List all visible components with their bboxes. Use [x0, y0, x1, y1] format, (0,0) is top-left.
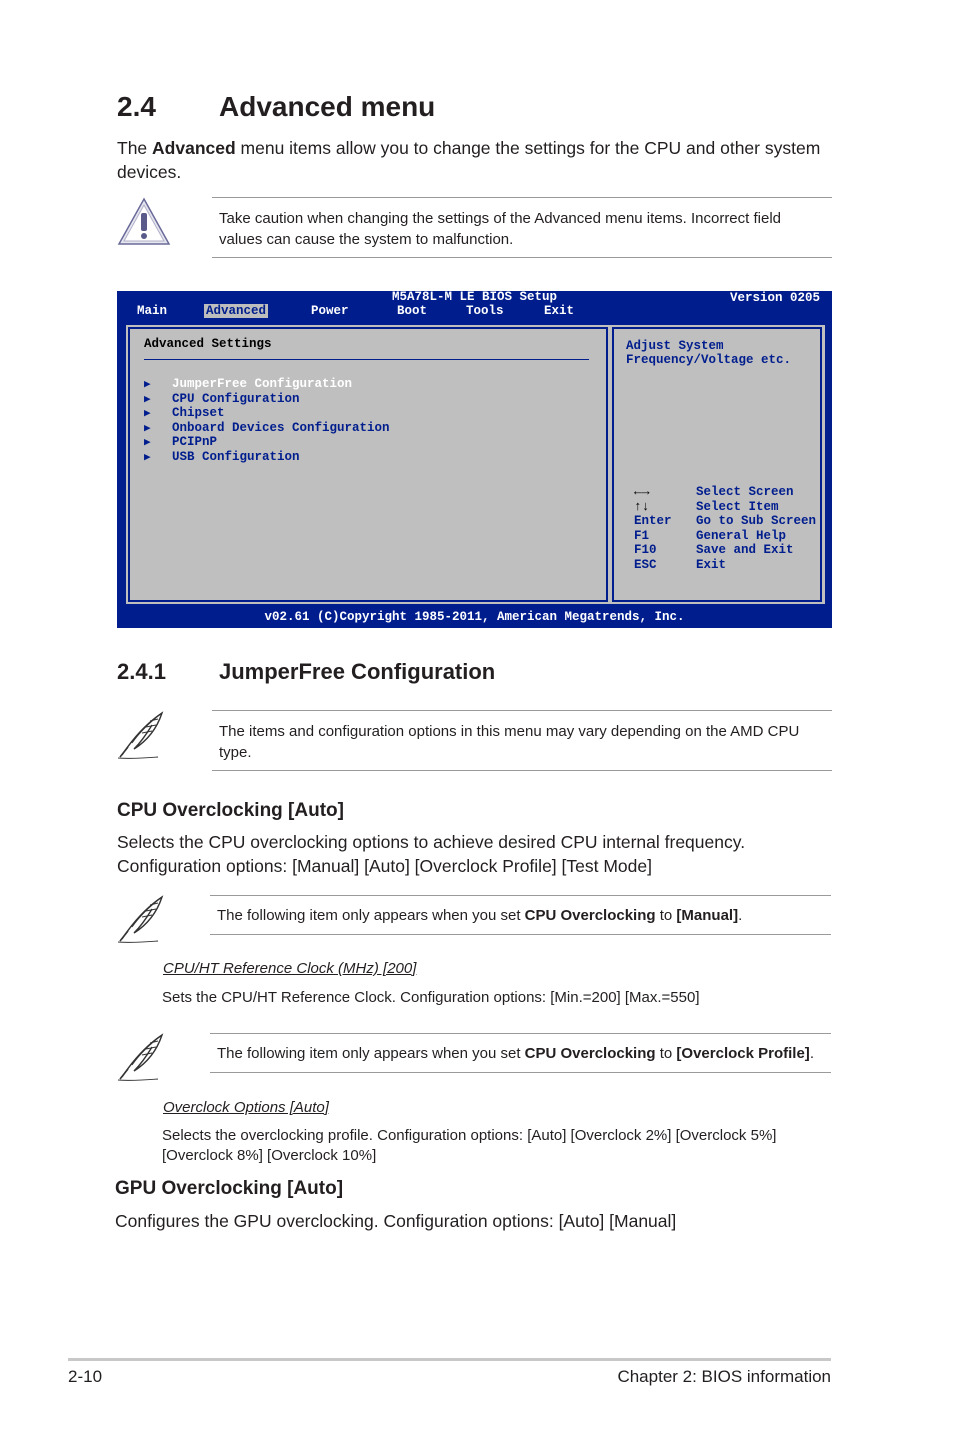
note2-bottom-rule — [210, 934, 831, 935]
section-title: Advanced menu — [219, 91, 436, 122]
bios-inner — [124, 323, 827, 606]
bios-item-label: Onboard Devices Configuration — [172, 420, 390, 435]
bios-key-row — [634, 529, 816, 544]
submenu-arrow-icon: ▶ — [144, 451, 151, 464]
bios-key-desc: Go to Sub Screen — [696, 514, 817, 529]
page-number: 2-10 — [68, 1367, 103, 1386]
bios-item-label: CPU Configuration — [172, 391, 300, 406]
ref-clock-desc: Sets the CPU/HT Reference Clock. Configuration options: [Min.=200] [Max.=550] — [162, 989, 700, 1006]
cpu-oc-options-line: Configuration options: [Manual] [Auto] [Overclock Profile] [Test Mode] — [117, 856, 652, 876]
note2-mid: to — [655, 907, 677, 924]
bios-screen — [117, 291, 832, 628]
section-number: 2.4 — [117, 91, 156, 122]
note3-bold2: [Overclock Profile] — [676, 1045, 810, 1062]
bios-menu-advanced[interactable]: Advanced — [206, 304, 267, 318]
warning-icon — [116, 196, 172, 248]
bios-key-name: Enter — [634, 514, 672, 529]
subsection-heading — [117, 659, 496, 685]
bios-key-row — [634, 543, 816, 558]
bios-key-row — [634, 485, 816, 500]
note3-bottom-rule — [210, 1072, 831, 1073]
gpu-overclocking-title: GPU Overclocking [Auto] — [115, 1178, 344, 1199]
bios-key-row — [634, 514, 816, 529]
bios-item-usb-configuration[interactable] — [144, 450, 390, 465]
note-feather-icon — [114, 1031, 168, 1083]
note1-bottom-rule — [212, 770, 832, 771]
bios-item-cpu-configuration[interactable] — [144, 392, 390, 407]
note1-top-rule — [212, 710, 832, 711]
bios-frame — [121, 321, 828, 608]
note3-post: . — [809, 1045, 814, 1062]
cpu-oc-desc-line: Selects the CPU overclocking options to achieve desired CPU internal frequency. — [117, 832, 746, 852]
bios-key-row — [634, 500, 816, 515]
note3-top-rule — [210, 1033, 831, 1034]
subsection-number: 2.4.1 — [117, 659, 166, 684]
subsection-title: JumperFree Configuration — [219, 659, 496, 684]
bios-menu-main[interactable]: Main — [137, 304, 168, 318]
bios-key-desc: General Help — [696, 528, 787, 543]
note3-text — [217, 1043, 827, 1064]
submenu-arrow-icon: ▶ — [144, 408, 151, 421]
bios-key-legend — [634, 485, 816, 573]
caution-bottom-rule — [212, 257, 832, 258]
bios-item-pcipnp[interactable] — [144, 435, 390, 450]
footer-rule — [68, 1358, 831, 1361]
note2-top-rule — [210, 895, 831, 896]
bios-key-desc: Select Screen — [696, 485, 794, 499]
chapter-title: Chapter 2: BIOS information — [617, 1367, 831, 1386]
intro-bold: Advanced — [152, 138, 236, 158]
note3-mid: to — [655, 1045, 677, 1062]
bios-key-desc: Select Item — [696, 499, 779, 514]
bios-key-name: F10 — [634, 543, 657, 558]
left-right-arrows-icon: ←→ — [634, 484, 650, 499]
oc-options-desc — [162, 1126, 822, 1166]
bios-title: M5A78L-M LE BIOS Setup — [391, 290, 558, 304]
submenu-arrow-icon: ▶ — [144, 393, 151, 406]
intro-post: menu items allow you to change the settings for the CPU and other system devices. — [117, 138, 821, 182]
gpu-overclocking-desc: Configures the GPU overclocking. Configuration options: [Auto] [Manual] — [115, 1211, 677, 1231]
bios-key-name: F1 — [634, 528, 650, 543]
bios-menu-boot[interactable]: Boot — [397, 304, 428, 318]
note-feather-icon — [114, 709, 168, 761]
bios-heading-rule — [144, 359, 589, 360]
intro-paragraph — [117, 136, 837, 184]
note2-bold1: CPU Overclocking — [524, 907, 656, 924]
up-down-arrows-icon: ↑↓ — [634, 498, 650, 514]
bios-item-label: JumperFree Configuration — [172, 377, 353, 391]
bios-item-list — [144, 377, 390, 465]
bios-item-label: Chipset — [172, 406, 225, 421]
bios-copyright: v02.61 (C)Copyright 1985-2011, American Megatrends, Inc. — [264, 610, 685, 624]
oc-options-title: Overclock Options [Auto] — [163, 1099, 329, 1116]
oc-options-desc-line: [Overclock 8%] [Overclock 10%] — [162, 1147, 377, 1164]
note3-bold1: CPU Overclocking — [524, 1045, 656, 1062]
submenu-arrow-icon: ▶ — [144, 422, 151, 435]
bios-menu-tools[interactable]: Tools — [466, 304, 504, 318]
ref-clock-title: CPU/HT Reference Clock (MHz) [200] — [163, 960, 417, 977]
bios-settings-pane — [128, 327, 608, 602]
note2-text — [217, 905, 827, 926]
bios-item-chipset[interactable] — [144, 406, 390, 421]
bios-key-row — [634, 558, 816, 573]
note-feather-icon — [114, 893, 168, 945]
bios-help-line: Adjust System — [626, 339, 724, 353]
bios-item-label: USB Configuration — [172, 449, 300, 464]
bios-help-line: Frequency/Voltage etc. — [626, 353, 792, 367]
note1-text: The items and configuration options in this menu may vary depending on the AMD CPU type. — [219, 723, 800, 761]
bios-key-desc: Exit — [696, 557, 727, 572]
submenu-arrow-icon: ▶ — [144, 379, 151, 391]
oc-options-desc-line: Selects the overclocking profile. Configuration options: [Auto] [Overclock 2%] [Overclock 5%] — [162, 1127, 777, 1144]
bios-settings-heading: Advanced Settings — [144, 337, 272, 351]
section-heading — [117, 91, 436, 123]
bios-key-name: ESC — [634, 557, 657, 572]
bios-help-text — [626, 339, 791, 367]
submenu-arrow-icon: ▶ — [144, 437, 151, 450]
bios-version: Version 0205 — [729, 291, 820, 305]
bios-menu-bar — [117, 304, 832, 318]
intro-pre: The — [117, 138, 153, 158]
bios-help-pane — [612, 327, 822, 602]
bios-menu-exit[interactable]: Exit — [544, 304, 575, 318]
bios-item-label: PCIPnP — [172, 435, 218, 450]
bios-item-jumperfree[interactable] — [144, 377, 390, 392]
note2-post: . — [738, 907, 743, 924]
bios-key-desc: Save and Exit — [696, 543, 794, 558]
cpu-overclocking-title: CPU Overclocking [Auto] — [117, 800, 344, 821]
note3-pre: The following item only appears when you set — [217, 1045, 525, 1062]
caution-text: Take caution when changing the settings of the Advanced menu items. Incorrect field values can cause the system to malfunction. — [219, 210, 782, 248]
bios-item-onboard-devices[interactable] — [144, 421, 390, 436]
bios-menu-power[interactable]: Power — [311, 304, 349, 318]
cpu-overclocking-desc — [117, 830, 837, 878]
note2-pre: The following item only appears when you set — [217, 907, 525, 924]
note2-bold2: [Manual] — [676, 907, 739, 924]
caution-top-rule — [212, 197, 832, 198]
